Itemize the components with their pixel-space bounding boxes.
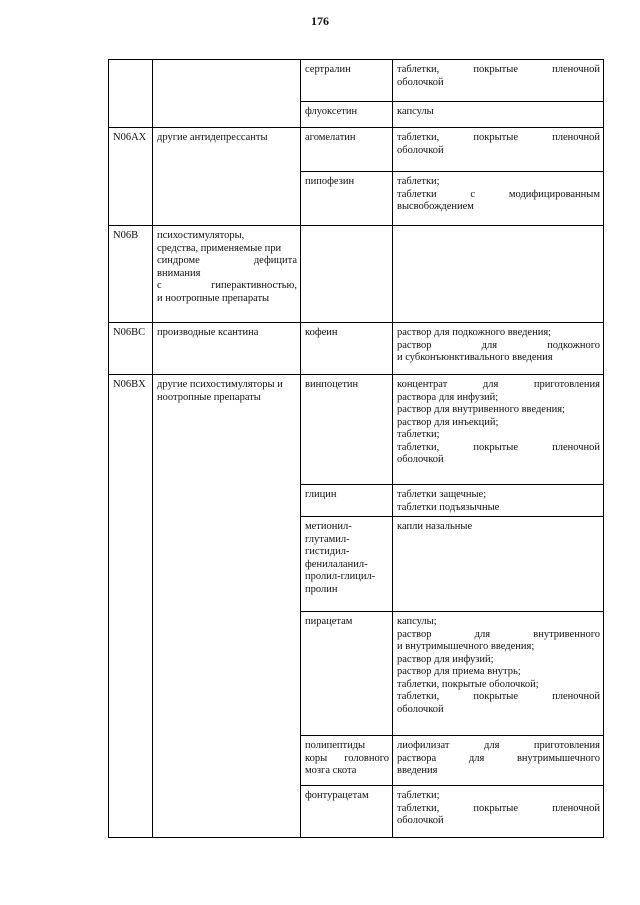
drug-name-line: глицин xyxy=(305,489,337,500)
drug-name-line: гистидил- xyxy=(305,546,350,557)
dosage-form-line: капсулы; xyxy=(397,616,437,627)
dosage-form-cell xyxy=(393,172,604,226)
drug-name-line: мозга скота xyxy=(305,765,357,776)
dosage-form-cell xyxy=(393,60,604,102)
table-row xyxy=(109,128,604,172)
dosage-form-cell xyxy=(393,128,604,172)
dosage-form-line: таблетки; xyxy=(397,790,440,801)
group-line: психостимуляторы, xyxy=(157,230,245,241)
drug-name-cell xyxy=(301,128,393,172)
group-line: другие психостимуляторы и xyxy=(157,379,283,390)
drug-name-line: сертралин xyxy=(305,64,351,75)
dosage-form-line: раствор для инъекций; xyxy=(397,416,499,428)
drug-table xyxy=(108,59,604,838)
drug-name-line: винпоцетин xyxy=(305,379,359,390)
dosage-form-line: высвобождением xyxy=(397,201,474,212)
atc-code-cell: N06B xyxy=(109,226,153,323)
dosage-form-cell xyxy=(393,485,604,517)
dosage-form-line: введения xyxy=(397,765,438,776)
dosage-form-line: таблетки; xyxy=(397,429,440,440)
drug-name-line: полипептиды xyxy=(305,740,366,751)
drug-name-cell xyxy=(301,60,393,102)
drug-name-cell xyxy=(301,612,393,736)
pharmacological-group-cell xyxy=(153,128,301,226)
drug-name-cell xyxy=(301,375,393,485)
dosage-form-line: капли назальные xyxy=(397,521,473,532)
dosage-form-line: таблетки, покрытые пленочной xyxy=(397,64,600,75)
group-line: с гиперактивностью, xyxy=(157,280,297,291)
atc-code-cell xyxy=(109,60,153,128)
drug-name-line: кофеин xyxy=(305,327,338,338)
dosage-form-line: концентрат для приготовления xyxy=(397,379,600,390)
drug-name-line: пролил-глицил- xyxy=(305,571,376,582)
pharmacological-group-cell xyxy=(153,226,301,323)
drug-name-cell xyxy=(301,485,393,517)
drug-name-line: флуоксетин xyxy=(305,106,358,117)
dosage-form-line: таблетки, покрытые пленочной xyxy=(397,691,600,702)
drug-name-line: агомелатин xyxy=(305,132,356,143)
drug-name-line: глутамил- xyxy=(305,533,350,545)
group-line: ноотропные препараты xyxy=(157,391,261,403)
dosage-form-line: раствор для приема внутрь; xyxy=(397,666,521,677)
table-row xyxy=(109,323,604,375)
drug-name-line: метионил- xyxy=(305,521,352,532)
atc-code-cell: N06AX xyxy=(109,128,153,226)
dosage-form-line: таблетки; xyxy=(397,176,440,187)
dosage-form-line: таблетки, покрытые пленочной xyxy=(397,132,600,143)
dosage-form-line: раствор для внутривенного xyxy=(397,628,600,640)
dosage-form-line: раствор для внутривенного введения; xyxy=(397,404,565,415)
drug-name-line: фонтурацетам xyxy=(305,790,369,801)
drug-name-line: пирацетам xyxy=(305,616,353,627)
atc-code-cell: N06BC xyxy=(109,323,153,375)
dosage-form-line: раствор для инфузий; xyxy=(397,653,494,665)
dosage-form-line: раствор для подкожного xyxy=(397,339,600,351)
dosage-form-line: таблетки, покрытые пленочной xyxy=(397,441,600,453)
drug-name-line: пипофезин xyxy=(305,176,355,187)
dosage-form-cell xyxy=(393,517,604,612)
dosage-form-line: таблетки с модифицированным xyxy=(397,188,600,200)
dosage-form-line: оболочкой xyxy=(397,454,444,465)
pharmacological-group-cell xyxy=(153,60,301,128)
table-row xyxy=(109,60,604,102)
dosage-form-line: и внутримышечного введения; xyxy=(397,641,535,652)
dosage-form-line: раствора для внутримышечного xyxy=(397,752,600,764)
drug-name-cell xyxy=(301,102,393,128)
dosage-form-line: таблетки подъязычные xyxy=(397,501,500,513)
atc-code-cell: N06BX xyxy=(109,375,153,838)
dosage-form-line: таблетки, покрытые оболочкой; xyxy=(397,678,539,690)
drug-name-cell xyxy=(301,736,393,786)
drug-name-cell xyxy=(301,517,393,612)
dosage-form-cell xyxy=(393,736,604,786)
dosage-form-cell xyxy=(393,375,604,485)
page-number: 176 xyxy=(311,14,329,28)
group-line: и ноотропные препараты xyxy=(157,292,270,304)
dosage-form-line: раствор для подкожного введения; xyxy=(397,327,552,338)
dosage-form-line: капсулы xyxy=(397,106,434,117)
drug-name-cell xyxy=(301,323,393,375)
drug-name-line: фенилаланил- xyxy=(305,558,368,570)
drug-name-cell xyxy=(301,226,393,323)
drug-name-line: коры головного xyxy=(305,752,389,764)
drug-name-cell xyxy=(301,786,393,838)
group-line: производные ксантина xyxy=(157,327,259,338)
pharmacological-group-cell xyxy=(153,323,301,375)
drug-name-cell xyxy=(301,172,393,226)
dosage-form-line: оболочкой xyxy=(397,815,444,826)
dosage-form-cell xyxy=(393,323,604,375)
dosage-form-line: оболочкой xyxy=(397,76,444,88)
group-line: внимания xyxy=(157,267,201,279)
dosage-form-line: оболочкой xyxy=(397,144,444,156)
table-row xyxy=(109,375,604,485)
dosage-form-line: таблетки защечные; xyxy=(397,489,487,500)
dosage-form-line: таблетки, покрытые пленочной xyxy=(397,802,600,814)
dosage-form-cell xyxy=(393,102,604,128)
dosage-form-cell xyxy=(393,612,604,736)
pharmacological-group-cell xyxy=(153,375,301,838)
drug-name-line: пролин xyxy=(305,583,338,595)
dosage-form-cell xyxy=(393,786,604,838)
group-line: средства, применяемые при xyxy=(157,242,282,254)
group-line: другие антидепрессанты xyxy=(157,132,268,143)
dosage-form-line: оболочкой xyxy=(397,703,444,715)
dosage-form-cell xyxy=(393,226,604,323)
group-line: синдроме дефицита xyxy=(157,255,297,266)
table-row xyxy=(109,226,604,323)
dosage-form-line: раствора для инфузий; xyxy=(397,391,499,403)
dosage-form-line: лиофилизат для приготовления xyxy=(397,740,600,751)
dosage-form-line: и субконъюнктивального введения xyxy=(397,352,553,363)
